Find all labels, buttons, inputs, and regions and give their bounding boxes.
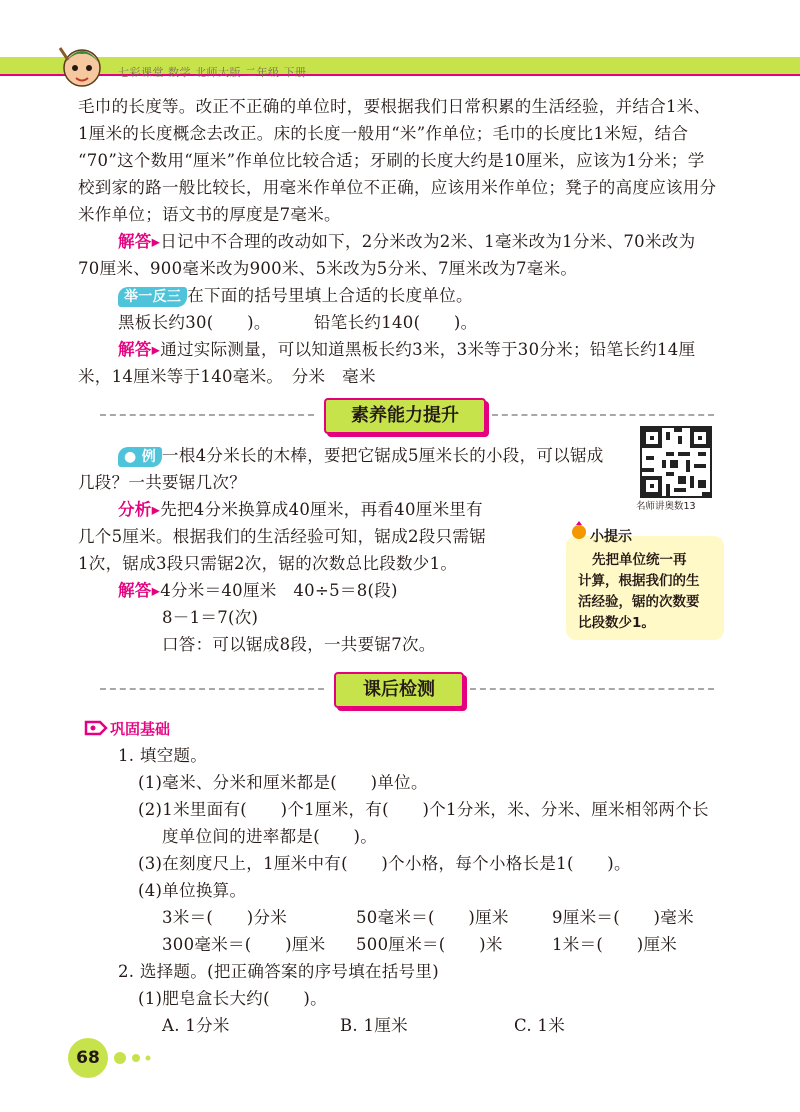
question-item: (3)在刻度尺上，1厘米中有( )个小格，每个小格长是1( )。 bbox=[138, 854, 631, 873]
question-item: (1)毫米、分米和厘米都是( )单位。 bbox=[138, 773, 428, 792]
question-item: (2)1米里面有( )个1厘米，有( )个1分米，米、分米、厘米相邻两个长 bbox=[138, 800, 709, 819]
paragraph-line: 1厘米的长度概念去改正。床的长度一般用“米”作单位；毛巾的长度比1米短，结合 bbox=[78, 124, 689, 143]
practice-item-1: 黑板长约30( )。 bbox=[118, 313, 271, 332]
option-b: B. 1厘米 bbox=[340, 1016, 408, 1035]
analysis-line: 分析▸先把4分米换算成40厘米，再看40厘米里有 bbox=[118, 500, 483, 519]
conversion-item: 1米＝( )厘米 bbox=[552, 935, 678, 954]
subsection-title: 巩固基础 bbox=[110, 720, 171, 738]
answer-label: 解答▸ bbox=[118, 232, 161, 251]
example-line: ● 例 一根4分米长的木棒，要把它锯成5厘米长的小段，可以锯成 bbox=[118, 446, 604, 467]
divider bbox=[492, 414, 714, 416]
question-item: (4)单位换算。 bbox=[138, 881, 247, 900]
dots-decoration-icon bbox=[112, 1050, 162, 1066]
practice-badge: 举一反三 bbox=[118, 287, 187, 307]
answer-line: 解答▸通过实际测量，可以知道黑板长约3米，3米等于30分米；铅笔长约14厘 bbox=[118, 340, 696, 359]
example-line: 几段？一共要锯几次？ bbox=[78, 473, 246, 492]
qr-caption: 名师讲奥数13 bbox=[636, 501, 696, 512]
conversion-item: 3米＝( )分米 bbox=[162, 908, 288, 927]
answer-line: 米，14厘米等于140毫米。 分米 毫米 bbox=[78, 367, 376, 386]
practice-item-2: 铅笔长约140( )。 bbox=[314, 313, 478, 332]
example-answer-line: 解答▸4分米＝40厘米 40÷5＝8(段) bbox=[118, 581, 398, 600]
answer-line: 解答▸日记中不合理的改动如下，2分米改为2米、1毫米改为1分米、70米改为 bbox=[118, 232, 696, 251]
divider bbox=[100, 688, 324, 690]
qr-code-icon[interactable] bbox=[640, 426, 712, 498]
page-number: 68 bbox=[68, 1038, 108, 1078]
conversion-item: 500厘米＝( )米 bbox=[356, 935, 503, 954]
paragraph-line: “70”这个数用“厘米”作单位比较合适；牙刷的长度大约是10厘米，应该为1分米；学 bbox=[78, 151, 705, 170]
tip-line: 先把单位统一再 bbox=[592, 552, 687, 568]
analysis-line: 1次，锯成3段只需锯2次，锯的次数总比段数少1。 bbox=[78, 554, 458, 573]
tip-pencil-icon bbox=[568, 520, 590, 542]
divider bbox=[470, 688, 714, 690]
analysis-line: 几个5厘米。根据我们的生活经验可知，锯成2段只需锯 bbox=[78, 527, 486, 546]
conversion-item: 50毫米＝( )厘米 bbox=[356, 908, 509, 927]
tip-title: 小提示 bbox=[590, 529, 632, 545]
question-item: (1)肥皂盒长大约( )。 bbox=[138, 989, 327, 1008]
tip-line: 比段数少1。 bbox=[578, 615, 655, 631]
conversion-item: 300毫米＝( )厘米 bbox=[162, 935, 326, 954]
paragraph-line: 毛巾的长度等。改正不正确的单位时，要根据我们日常积累的生活经验，并结合1米、 bbox=[78, 97, 711, 116]
divider bbox=[100, 414, 314, 416]
conversion-item: 9厘米＝( )毫米 bbox=[552, 908, 694, 927]
example-answer-line: 8－1＝7(次) bbox=[162, 608, 259, 627]
practice-line: 举一反三 在下面的括号里填上合适的长度单位。 bbox=[118, 286, 473, 307]
question-title: 2. 选择题。(把正确答案的序号填在括号里) bbox=[118, 962, 439, 981]
example-answer-line: 口答：可以锯成8段，一共要锯7次。 bbox=[162, 635, 436, 654]
mascot-icon bbox=[54, 38, 110, 94]
header-text: 七彩课堂 数学 北师大版 二年级 下册 bbox=[118, 66, 307, 79]
question-title: 1. 填空题。 bbox=[118, 746, 208, 765]
option-a: A. 1分米 bbox=[162, 1016, 230, 1035]
answer-line: 70厘米、900毫米改为900米、5米改为5分米、7厘米改为7毫米。 bbox=[78, 259, 578, 278]
section-title: 课后检测 bbox=[334, 672, 464, 708]
paragraph-line: 校到家的路一般比较长，用毫米作单位不正确，应该用米作单位；凳子的高度应该用分 bbox=[78, 178, 717, 197]
tip-line: 计算，根据我们的生 bbox=[578, 573, 700, 589]
tip-line: 活经验，锯的次数要 bbox=[578, 594, 700, 610]
arrow-badge-icon bbox=[84, 720, 108, 736]
question-item: 度单位间的进率都是( )。 bbox=[162, 827, 378, 846]
paragraph-line: 米作单位；语文书的厚度是7毫米。 bbox=[78, 205, 341, 224]
section-title: 素养能力提升 bbox=[324, 398, 486, 434]
option-c: C. 1米 bbox=[514, 1016, 566, 1035]
example-badge: ● 例 bbox=[118, 447, 162, 467]
